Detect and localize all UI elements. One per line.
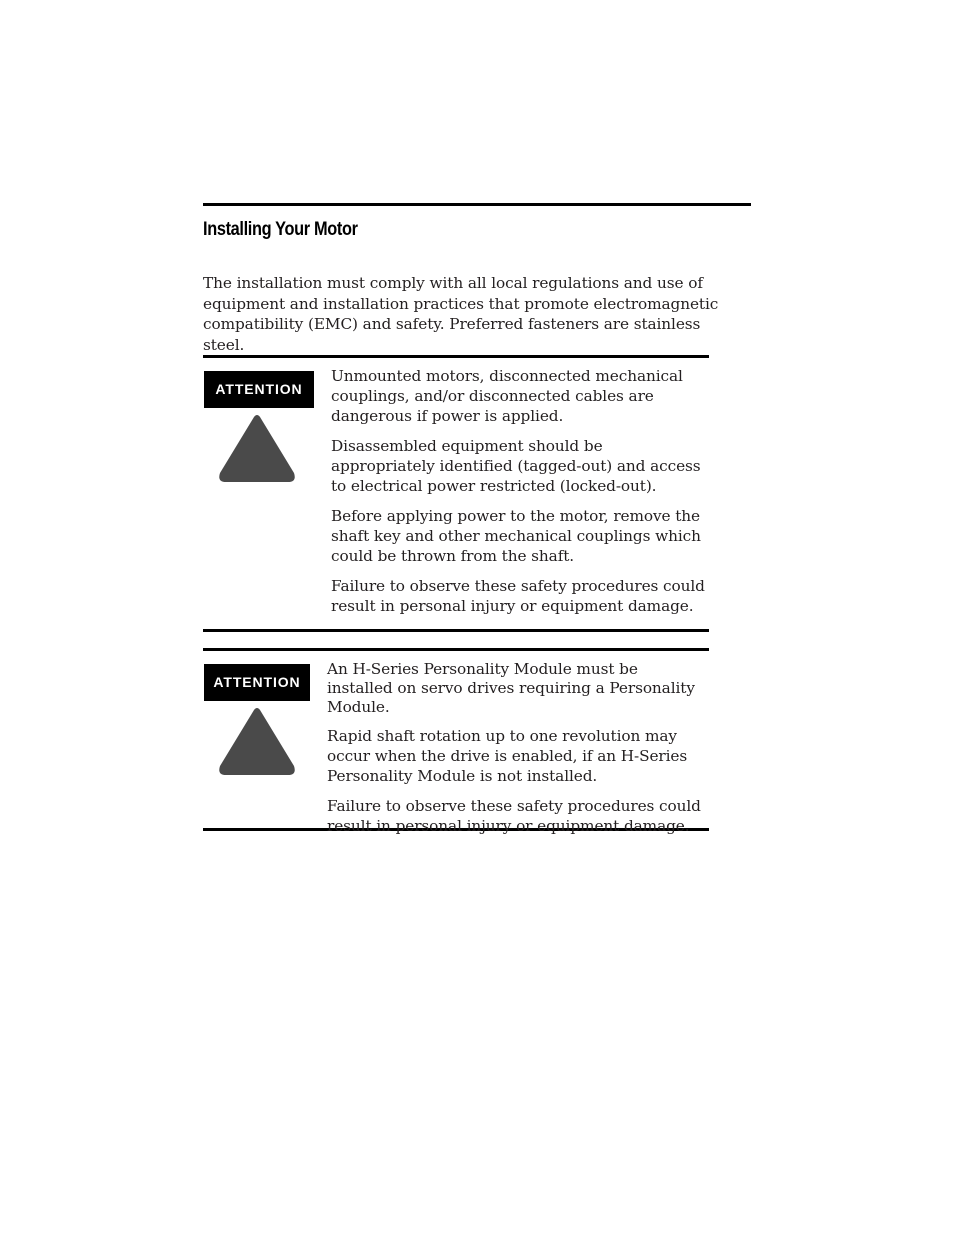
warning-triangle-icon (217, 706, 297, 778)
attention-text (327, 660, 703, 836)
section-top-rule (203, 203, 751, 206)
attention-paragraph: An H-Series Personality Module must be installed on servo drives requiring a Personality Module. (327, 660, 695, 716)
intro-paragraph: The installation must comply with all local regulations and use of equipment and installation practices that promote electromagnetic compatibility (EMC) and safety. Preferred fasteners are stainless steel. (203, 274, 719, 354)
attention-paragraph: Unmounted motors, disconnected mechanical couplings, and/or disconnected cables are dangerous if power is applied. (331, 367, 683, 425)
attention-label: ATTENTION (204, 371, 314, 408)
attention-paragraph: Disassembled equipment should be appropriately identified (tagged-out) and access to electrical power restricted (locked-out). (331, 437, 701, 495)
attention-block (203, 648, 709, 835)
attention-paragraph: Before applying power to the motor, remove the shaft key and other mechanical couplings which could be thrown from the shaft. (331, 507, 701, 565)
attention-text (331, 366, 707, 616)
attention-block (203, 355, 709, 632)
attention-label: ATTENTION (204, 664, 310, 701)
attention-paragraph: Rapid shaft rotation up to one revolution may occur when the drive is enabled, if an H-Series Personality Module is not installed. (327, 727, 688, 785)
attention-paragraph: Failure to observe these safety procedures could result in personal injury or equipment damage. (331, 577, 705, 615)
warning-triangle-icon (217, 413, 297, 485)
attention-paragraph: Failure to observe these safety procedures could result in personal injury or equipment damage. (327, 797, 701, 835)
section-title: Installing Your Motor (203, 219, 358, 240)
